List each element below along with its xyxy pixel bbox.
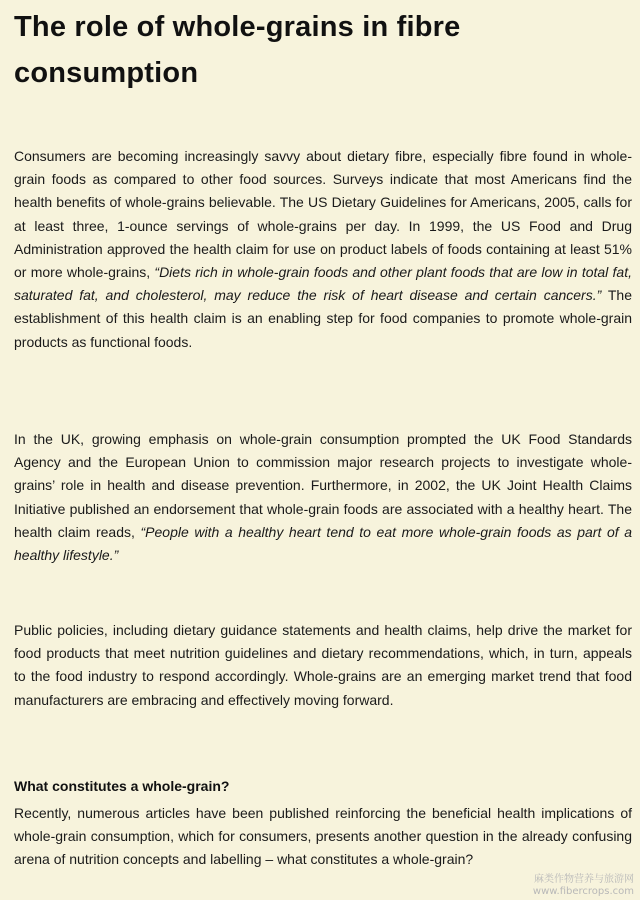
section-subheading: What constitutes a whole-grain?	[14, 778, 230, 794]
watermark-line-2: www.fibercrops.com	[532, 886, 634, 897]
watermark-line-1: 麻类作物营养与旅游网	[534, 874, 634, 885]
paragraph-text: In the UK, growing emphasis on whole-grain consumption prompted the UK Food Standards Agency and the European Union to commission major research projects to investigate whole-grains’ role in health and disease prevention. Furthermore, in 2002, the UK Joint Health Claims Initiative published an endorsement that whole-grain foods are associated with a healthy heart. The health claim reads,	[14, 431, 632, 540]
paragraph-us-guidelines	[14, 145, 632, 354]
paragraph-text: Public policies, including dietary guidance statements and health claims, help drive the market for food products that meet nutrition guidelines and dietary recommendations, which, in turn, appeals to the food industry to respond accordingly. Whole-grains are an emerging market trend that food manufacturers are embracing and effectively moving forward.	[14, 622, 632, 708]
health-claim-quote: “People with a healthy heart tend to eat more whole-grain foods as part of a healthy lifestyle.”	[14, 523, 632, 564]
paragraph-public-policies	[14, 619, 632, 712]
paragraph-text: The establishment of this health claim is an enabling step for food companies to promote whole-grain products as functional foods.	[14, 287, 632, 350]
paragraph-what-constitutes: Recently, numerous articles have been published reinforcing the beneficial health implications of whole-grain consumption, which for consumers, presents another question in the already confusing arena of nutrition concepts and labelling – what constitutes a whole-grain?	[14, 805, 632, 868]
document-page	[14, 0, 632, 900]
paragraph-uk-emphasis	[14, 428, 632, 567]
page-title: The role of whole-grains in fibre consumption	[14, 11, 461, 89]
watermark	[533, 874, 634, 898]
paragraph-text: Consumers are becoming increasingly savvy about dietary fibre, especially fibre found in whole-grain foods as compared to other food sources. Surveys indicate that most Americans find the health benefits of whole-grains believable. The US Dietary Guidelines for Americans, 2005, calls for at least three, 1-ounce servings of whole-grains per day. In 1999, the US Food and Drug Administration approved the health claim for use on product labels of foods containing at least 51% or more whole-grains,	[14, 148, 632, 281]
health-claim-quote: “Diets rich in whole-grain foods and other plant foods that are low in total fat, saturated fat, and cholesterol, may reduce the risk of heart disease and certain cancers.”	[14, 264, 633, 304]
